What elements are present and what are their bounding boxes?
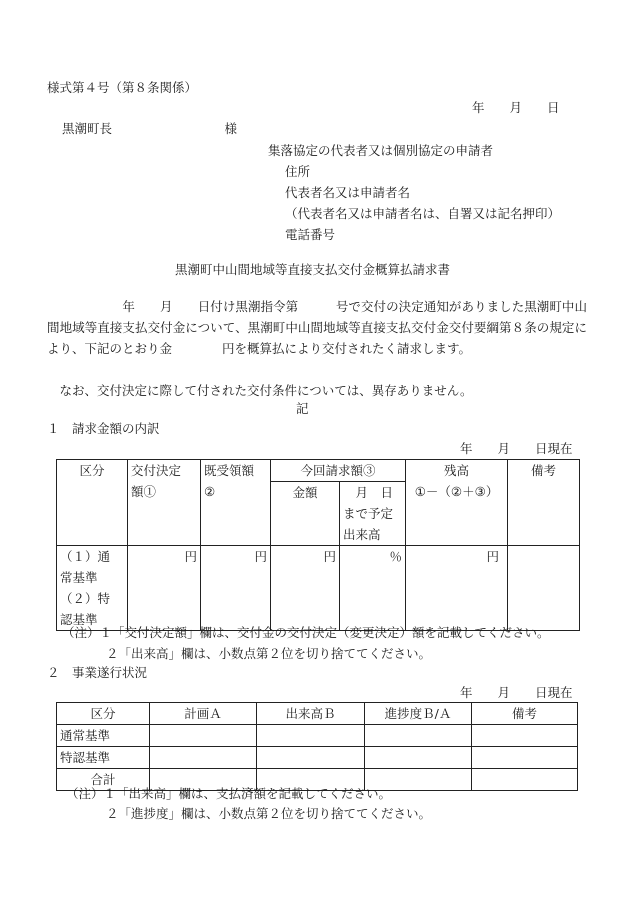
cell-biko[interactable] — [472, 725, 578, 747]
body-paragraph-1 — [47, 296, 587, 359]
cell-biko[interactable] — [508, 546, 580, 631]
addressee: 黒潮町長 様 — [62, 121, 238, 136]
header-kubun: 区分 — [57, 460, 128, 546]
header-biko: 備考 — [472, 703, 578, 725]
section2-heading: ２ 事業遂行状況 — [47, 665, 148, 680]
signature-note: （代表者名又は申請者名は、自署又は記名押印） — [285, 206, 561, 221]
body-paragraph-2 — [47, 380, 587, 401]
body-paragraph-2-text: なお、交付決定に際して付された交付条件については、異存ありません。 — [47, 383, 473, 398]
header-konkai-seikyu: 今回請求額③ — [271, 460, 406, 482]
applicant-title: 集落協定の代表者又は個別協定の申請者 — [268, 143, 494, 158]
ki-heading: 記 — [296, 401, 309, 416]
cell-keikaku[interactable] — [150, 725, 257, 747]
header-biko: 備考 — [508, 460, 580, 546]
cell-kijuryo-yen[interactable]: 円 — [201, 546, 271, 631]
section2-as-of-date: 年 月 日現在 — [460, 685, 573, 700]
cell-biko[interactable] — [472, 747, 578, 769]
cell-shinchokudo[interactable] — [365, 725, 472, 747]
row-label-kubun: （１）通 常基準 （２）特 認基準 — [57, 546, 128, 631]
header-dekidaka-b: 出来高Ｂ — [257, 703, 365, 725]
body-paragraph-1-text: 年 月 日付け黒潮指令第 号で交付の決定通知がありました黒潮町中山間地域等直接支払交付金について、黒潮町中山間地域等直接支払交付金交付要綱第８条の規定により、下記のとおり金 円を概算払により交付されたく請求します。 — [47, 299, 587, 356]
header-kubun: 区分 — [57, 703, 150, 725]
table-row — [57, 725, 578, 747]
cell-dekidaka[interactable] — [257, 747, 365, 769]
document-title: 黒潮町中山間地域等直接支払交付金概算払請求書 — [175, 262, 451, 277]
cell-keikaku[interactable] — [150, 747, 257, 769]
date-line: 年 月 日 — [472, 100, 560, 115]
table-row — [57, 747, 578, 769]
row-label-tsujo: 通常基準 — [57, 725, 150, 747]
progress-table — [56, 702, 578, 791]
table1-header-row — [57, 460, 580, 482]
table1-data-row — [57, 546, 580, 631]
cell-yotei-percent[interactable]: ％ — [340, 546, 406, 631]
header-shinchokudo: 進捗度Ｂ/Ａ — [365, 703, 472, 725]
section1-heading: １ 請求金額の内訳 — [47, 421, 160, 436]
name-label: 代表者名又は申請者名 — [285, 185, 411, 200]
row-label-tokunin: 特認基準 — [57, 747, 150, 769]
header-kingaku: 金額 — [271, 482, 340, 546]
cell-zandaka-yen[interactable]: 円 — [406, 546, 508, 631]
section2-note-1: （注）１「出来高」欄は、支払済額を記載してください。 — [66, 786, 392, 801]
row-label-gokei: 合計 — [57, 769, 150, 791]
header-keikaku-a: 計画Ａ — [150, 703, 257, 725]
address-label: 住所 — [285, 164, 311, 179]
section2-note-2: ２「進捗度」欄は、小数点第２位を切り捨ててください。 — [106, 806, 432, 821]
section1-note-2: ２「出来高」欄は、小数点第２位を切り捨ててください。 — [106, 646, 432, 661]
cell-kofu-kettei-yen[interactable]: 円 — [128, 546, 201, 631]
section1-note-1: （注）１「交付決定額」欄は、交付金の交付決定（変更決定）額を記載してください。 — [62, 625, 550, 640]
request-amount-table — [56, 459, 580, 631]
form-number: 様式第４号（第８条関係） — [47, 80, 198, 95]
header-yotei-dekidaka: 月 日 まで予定 出来高 — [340, 482, 406, 546]
cell-biko[interactable] — [472, 769, 578, 791]
header-zandaka: 残高 ①－（②＋③） — [406, 460, 508, 546]
phone-label: 電話番号 — [285, 227, 336, 242]
table2-header-row — [57, 703, 578, 725]
cell-kingaku-yen[interactable]: 円 — [271, 546, 340, 631]
cell-shinchokudo[interactable] — [365, 747, 472, 769]
section1-as-of-date: 年 月 日現在 — [460, 441, 573, 456]
cell-dekidaka[interactable] — [257, 725, 365, 747]
header-kofu-kettei: 交付決定 額① — [128, 460, 201, 546]
header-kijuryo: 既受領額 ② — [201, 460, 271, 546]
